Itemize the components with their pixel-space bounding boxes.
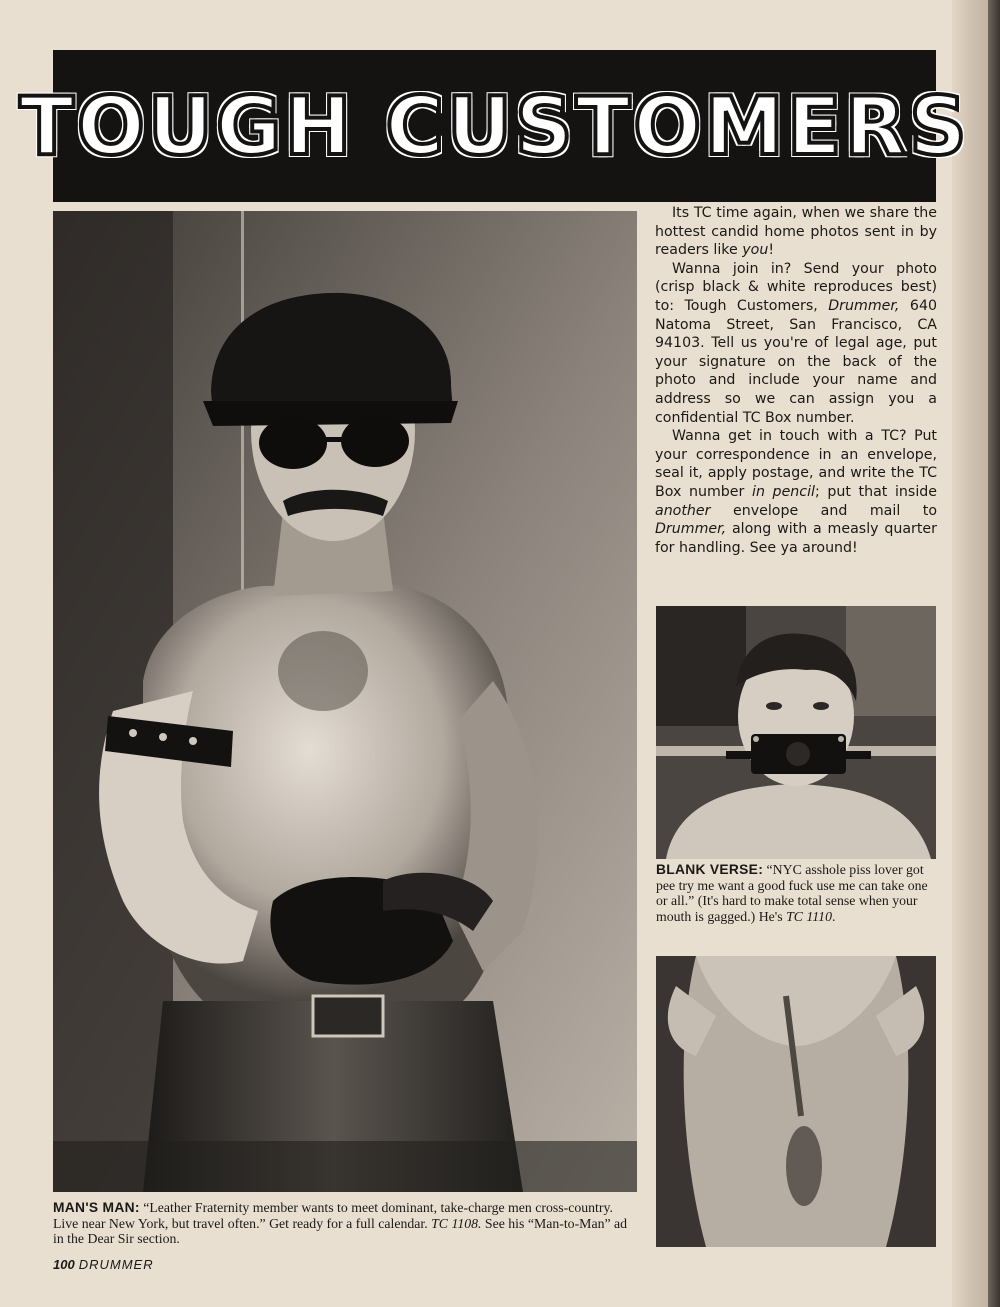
caption-blank-verse: BLANK VERSE: “NYC asshole piss lover got pee try me want a good fuck use me can take one or all.” (It's hard to make total sense when your mouth is gagged.) He's TC 1110. (656, 862, 928, 924)
caption-mans-man: MAN'S MAN: “Leather Fraternity member wants to meet dominant, take-charge men cross-country. Live near New York, but travel often.” Get ready for a full calendar. TC 1108. See his “Man-to-Man” ad in the Dear Sir section. (53, 1200, 628, 1247)
title-banner (19, 50, 970, 202)
intro-paragraph-1: Its TC time again, when we share the hottest candid home photos sent in by readers like you! (655, 205, 937, 259)
photo-leather-man (53, 211, 637, 1192)
page-title: TOUGH CUSTOMERS (19, 79, 970, 173)
photo-gagged-man (656, 606, 936, 859)
page-gutter (988, 0, 1000, 1307)
intro-paragraph-3: Wanna get in touch with a TC? Put your correspondence in an envelope, seal it, apply postage, and write the TC Box number in pencil; put that inside another envelope and mail to Drummer, along with a measly quarter for handling. See ya around! (655, 428, 937, 556)
page-folio (53, 1257, 154, 1272)
intro-text (655, 204, 937, 557)
intro-paragraph-2: Wanna join in? Send your photo (crisp black & white reproduces best) to: Tough Customers, Drummer, 640 Natoma Street, San Francisco, CA 94103. Tell us you're of legal age, put your signature on the back of the photo and include your name and address so we can assign you a confidential TC Box number. (655, 260, 937, 426)
page-number: 100 (53, 1257, 75, 1272)
magazine-name: DRUMMER (78, 1257, 154, 1272)
photo-rear-view (656, 956, 936, 1247)
